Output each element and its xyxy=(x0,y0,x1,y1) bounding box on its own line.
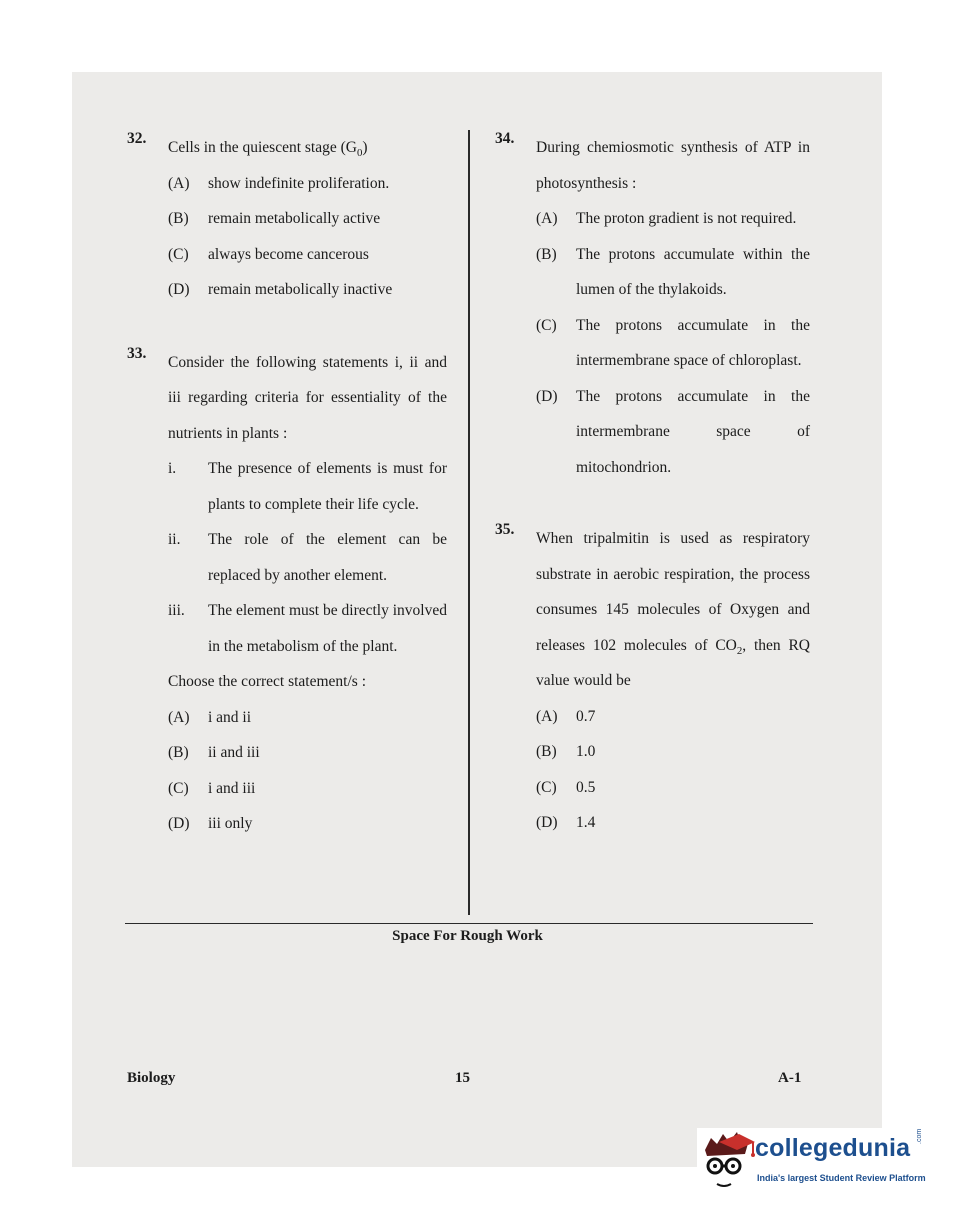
left-column xyxy=(127,130,447,842)
option-c: (C) 0.5 xyxy=(536,778,596,796)
question-35 xyxy=(495,521,810,841)
question-text: Consider the following statements i, ii and iii regarding criteria for essentiality of the nutrients in plants : xyxy=(168,353,447,442)
option-d: (D) The protons accumulate in the intermembrane space of mitochondrion. xyxy=(536,387,810,476)
question-text: Cells in the quiescent stage $(G_0)$ xyxy=(168,139,368,159)
question-text: During chemiosmotic synthesis of ATP in photosynthesis : xyxy=(536,139,810,192)
question-number: 34. xyxy=(495,130,515,147)
question-text: When tripalmitin is used as respiratory substrate in aerobic respiration, the process consumes 145 molecules of Oxygen and releases 102 molecules of $CO_2$, then RQ value would be xyxy=(536,530,811,689)
option-d: (D) 1.4 xyxy=(536,814,596,831)
option-a: (A) show indefinite proliferation. xyxy=(168,174,390,192)
logo-tagline: India's largest Student Review Platform xyxy=(757,1173,926,1183)
question-number: 35. xyxy=(495,521,515,538)
option-d: (D) remain metabolically inactive xyxy=(168,281,393,298)
question-33 xyxy=(127,345,447,842)
option-a: (A) 0.7 xyxy=(536,707,596,725)
right-column xyxy=(495,130,810,841)
student-mascot-icon xyxy=(697,1128,757,1194)
option-d: (D) iii only xyxy=(168,815,253,832)
footer-booklet-code: A-1 xyxy=(778,1070,802,1086)
option-b: (B) 1.0 xyxy=(536,743,596,760)
option-b: (B) ii and iii xyxy=(168,744,260,761)
question-number: 33. xyxy=(127,344,147,362)
question-number: 32. xyxy=(127,130,147,147)
footer-page-number: 15 xyxy=(455,1070,470,1086)
statement-i: i. The presence of elements is must for plants to complete their life cycle. xyxy=(168,460,447,513)
rough-work-divider xyxy=(125,923,813,924)
option-c: (C) i and iii xyxy=(168,779,256,797)
option-a: (A) i and ii xyxy=(168,708,252,726)
statement-ii: ii. The role of the element can be replaced by another element. xyxy=(168,531,447,584)
statement-iii: iii. The element must be directly involved in the metabolism of the plant. xyxy=(168,602,447,655)
logo-domain: .com xyxy=(916,1128,923,1144)
rough-work-label: Space For Rough Work xyxy=(392,928,543,944)
option-a: (A) The proton gradient is not required. xyxy=(536,210,797,227)
option-c: (C) The protons accumulate in the intermembrane space of chloroplast. xyxy=(536,316,810,369)
collegedunia-logo[interactable] xyxy=(697,1128,937,1198)
question-34 xyxy=(495,130,810,485)
option-c: (C) always become cancerous xyxy=(168,245,369,263)
option-b: (B) The protons accumulate within the lumen of the thylakoids. xyxy=(536,245,810,298)
logo-wordmark: collegedunia xyxy=(755,1134,911,1162)
question-32 xyxy=(127,130,447,308)
column-divider xyxy=(468,130,470,915)
option-b: (B) remain metabolically active xyxy=(168,210,381,227)
footer-subject: Biology xyxy=(127,1070,176,1086)
question-prompt: Choose the correct statement/s : xyxy=(168,673,366,690)
